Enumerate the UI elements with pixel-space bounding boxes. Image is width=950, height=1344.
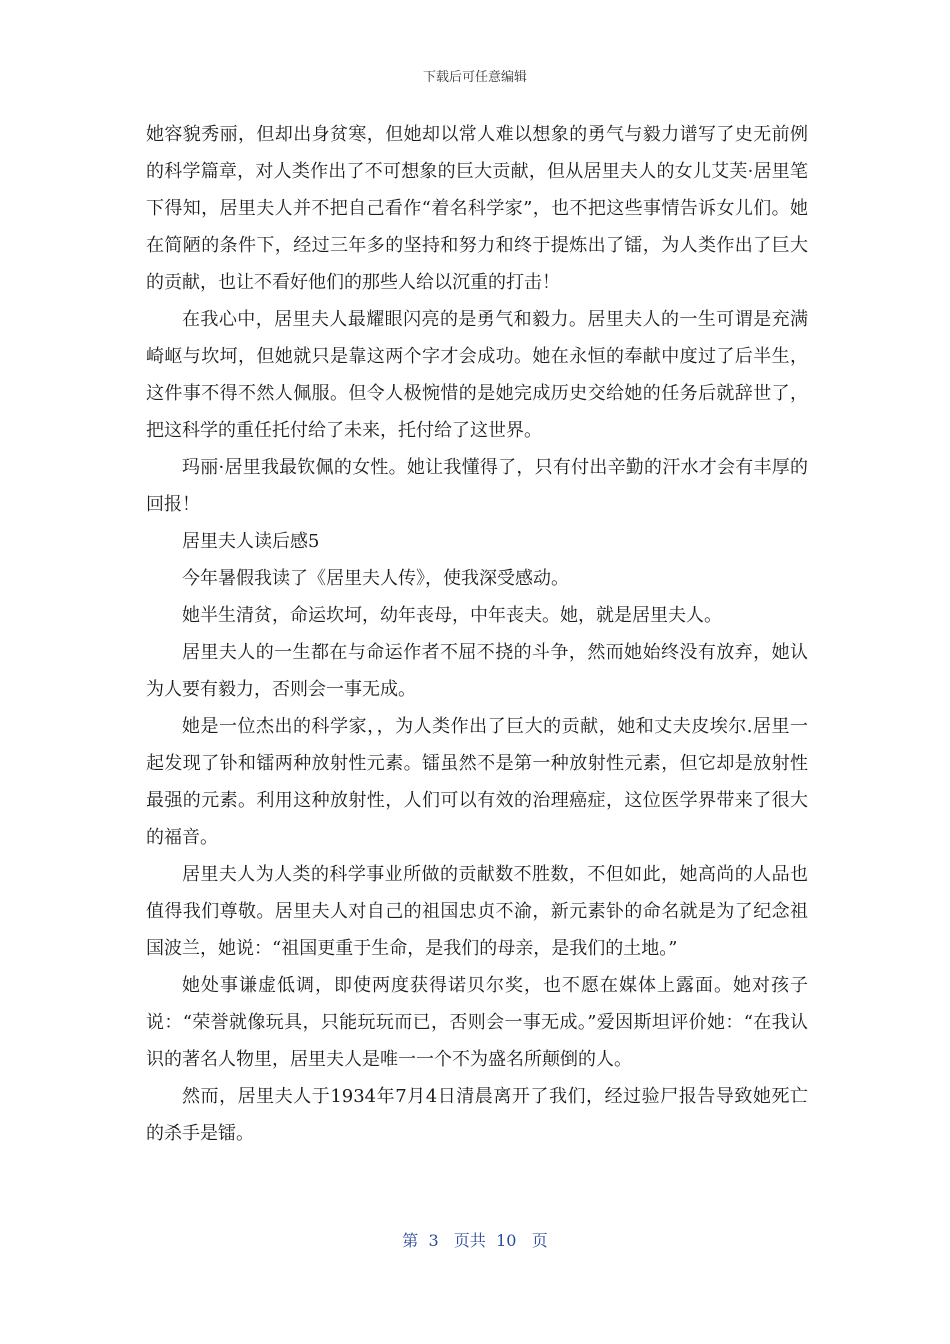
paragraph: 她容貌秀丽，但却出身贫寒，但她却以常人难以想象的勇气与毅力谱写了史无前例的科学篇章，对人类作出了不可想象的巨大贡献，但从居里夫人的女儿艾芙·居里笔下得知，居里夫人并不把自己看作“着名科学家”，也不把这些事情告诉女儿们。她在简陋的条件下，经过三年多的坚持和努力和终于提炼出了镭，为人类作出了巨大的贡献，也让不看好他们的那些人给以沉重的打击！ [146,124,808,293]
page-header: 下载后可任意编辑 [422,70,527,85]
document-body [146,116,808,1152]
paragraph: 玛丽·居里我最钦佩的女性。她让我懂得了，只有付出辛勤的汗水才会有丰厚的回报！ [146,457,808,515]
paragraph: 在我心中，居里夫人最耀眼闪亮的是勇气和毅力。居里夫人的一生可谓是充满崎岖与坎坷，但她就只是靠这两个字才会成功。她在永恒的奉献中度过了后半生，这件事不得不然人佩服。但令人极惋惜的是她完成历史交给她的任务后就辞世了，把这科学的重任托付给了未来，托付给了这世界。 [146,309,808,441]
paragraph: 居里夫人的一生都在与命运作者不屈不挠的斗争，然而她始终没有放弃，她认为人要有毅力，否则会一事无成。 [146,642,808,700]
paragraph: 然而，居里夫人于1934年7月4日清晨离开了我们，经过验尸报告导致她死亡的杀手是镭。 [146,1086,808,1144]
paragraph: 今年暑假我读了《居里夫人传》，使我深受感动。 [182,568,569,589]
section-heading: 居里夫人读后感5 [182,531,320,552]
paragraph: 她半生清贫，命运坎坷，幼年丧母，中年丧夫。她，就是居里夫人。 [182,605,722,626]
paragraph: 居里夫人为人类的科学事业所做的贡献数不胜数，不但如此，她高尚的人品也值得我们尊敬。居里夫人对自己的祖国忠贞不渝，新元素钋的命名就是为了纪念祖国波兰，她说：“祖国更重于生命，是我们的母亲，是我们的土地。” [146,864,808,959]
page-number-footer: 第 3 页共 10 页 [402,1231,548,1250]
paragraph: 她是一位杰出的科学家，，为人类作出了巨大的贡献，她和丈夫皮埃尔.居里一起发现了钋和镭两种放射性元素。镭虽然不是第一种放射性元素，但它却是放射性最强的元素。利用这种放射性，人们可以有效的治理癌症，这位医学界带来了很大的福音。 [146,716,808,848]
paragraph: 她处事谦虚低调，即使两度获得诺贝尔奖，也不愿在媒体上露面。她对孩子说：“荣誉就像玩具，只能玩玩而已，否则会一事无成。”爱因斯坦评价她：“在我认识的著名人物里，居里夫人是唯一一个不为盛名所颠倒的人。 [146,975,808,1070]
